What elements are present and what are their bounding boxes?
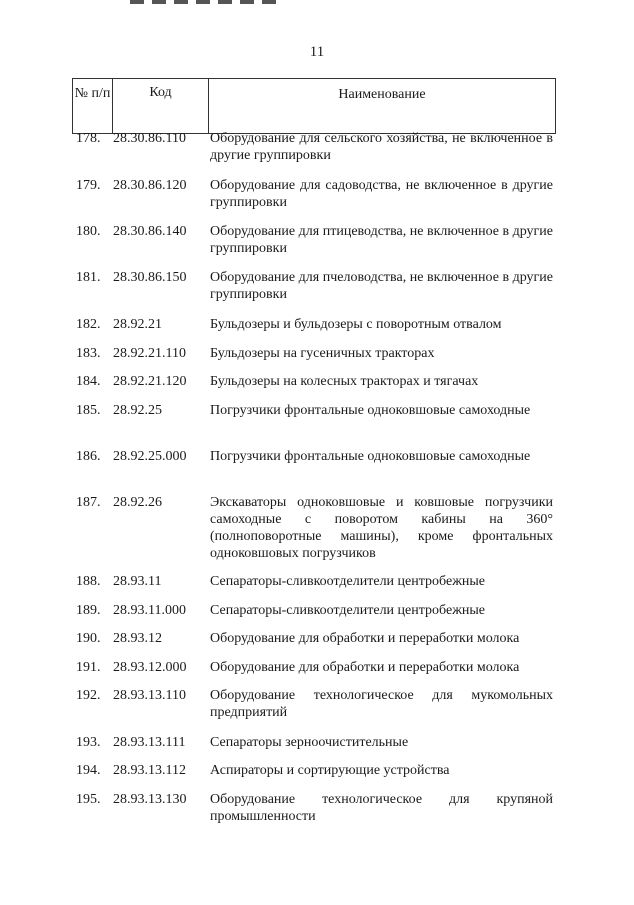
row-num: 180.: [76, 224, 101, 239]
row-code: 28.93.13.111: [113, 735, 186, 750]
row-code: 28.30.86.150: [113, 270, 187, 285]
row-code: 28.92.21.120: [113, 374, 187, 389]
row-num: 185.: [76, 403, 101, 418]
row-name: Оборудование технологическое для крупяной промышленности: [210, 792, 553, 824]
header-name: Наименование: [338, 87, 426, 102]
row-name: Оборудование для птицеводства, не включенное в другие группировки: [210, 224, 553, 256]
header-num: № п/п: [73, 79, 113, 133]
row-name: Оборудование для пчеловодства, не включенное в другие группировки: [210, 270, 553, 302]
row-num: 179.: [76, 178, 101, 193]
row-name: Оборудование для обработки и переработки молока: [210, 631, 520, 646]
row-code: 28.93.12.000: [113, 660, 187, 675]
row-name: Сепараторы-сливкоотделители центробежные: [210, 603, 485, 618]
row-code: 28.93.13.112: [113, 763, 186, 778]
row-num: 192.: [76, 688, 101, 703]
row-code: 28.93.13.110: [113, 688, 186, 703]
row-name: Сепараторы зерноочистительные: [210, 735, 409, 750]
row-num: 191.: [76, 660, 101, 675]
row-name: Погрузчики фронтальные одноковшовые самоходные: [210, 449, 531, 464]
row-name: Экскаваторы одноковшовые и ковшовые погрузчики самоходные с поворотом кабины на 360° (полноповоротные машины), кроме фронтальных одноковшовых погрузчиков: [210, 495, 553, 561]
row-name: Оборудование для обработки и переработки молока: [210, 660, 520, 675]
row-num: 195.: [76, 792, 101, 807]
row-code: 28.93.11.000: [113, 603, 186, 618]
row-code: 28.93.12: [113, 631, 162, 646]
row-code: 28.92.26: [113, 495, 162, 510]
row-num: 183.: [76, 346, 101, 361]
row-name: Сепараторы-сливкоотделители центробежные: [210, 574, 485, 589]
row-name: Оборудование для садоводства, не включенное в другие группировки: [210, 178, 553, 210]
row-num: 187.: [76, 495, 101, 510]
row-num: 178.: [76, 131, 101, 146]
row-name: Бульдозеры и бульдозеры с поворотным отвалом: [210, 317, 502, 332]
row-name: Погрузчики фронтальные одноковшовые самоходные: [210, 403, 531, 418]
row-name: Оборудование технологическое для мукомольных предприятий: [210, 688, 553, 720]
row-code: 28.93.13.130: [113, 792, 187, 807]
row-num: 194.: [76, 763, 101, 778]
row-code: 28.92.21.110: [113, 346, 186, 361]
row-num: 193.: [76, 735, 101, 750]
row-code: 28.92.25: [113, 403, 162, 418]
row-num: 182.: [76, 317, 101, 332]
row-num: 190.: [76, 631, 101, 646]
row-code: 28.30.86.140: [113, 224, 187, 239]
table-header: [72, 78, 556, 134]
row-num: 184.: [76, 374, 101, 389]
row-code: 28.30.86.110: [113, 131, 186, 146]
row-code: 28.30.86.120: [113, 178, 187, 193]
row-name: Бульдозеры на гусеничных тракторах: [210, 346, 435, 361]
scan-artifact-marks: [130, 0, 280, 4]
row-code: 28.92.25.000: [113, 449, 187, 464]
row-num: 188.: [76, 574, 101, 589]
row-num: 186.: [76, 449, 101, 464]
row-code: 28.93.11: [113, 574, 162, 589]
row-code: 28.92.21: [113, 317, 162, 332]
row-num: 181.: [76, 270, 101, 285]
row-name: Бульдозеры на колесных тракторах и тягачах: [210, 374, 479, 389]
header-code: Код: [113, 79, 209, 133]
row-name: Аспираторы и сортирующие устройства: [210, 763, 450, 778]
row-num: 189.: [76, 603, 101, 618]
page-number: 11: [309, 44, 325, 60]
row-name: Оборудование для сельского хозяйства, не включенное в другие группировки: [210, 131, 553, 163]
